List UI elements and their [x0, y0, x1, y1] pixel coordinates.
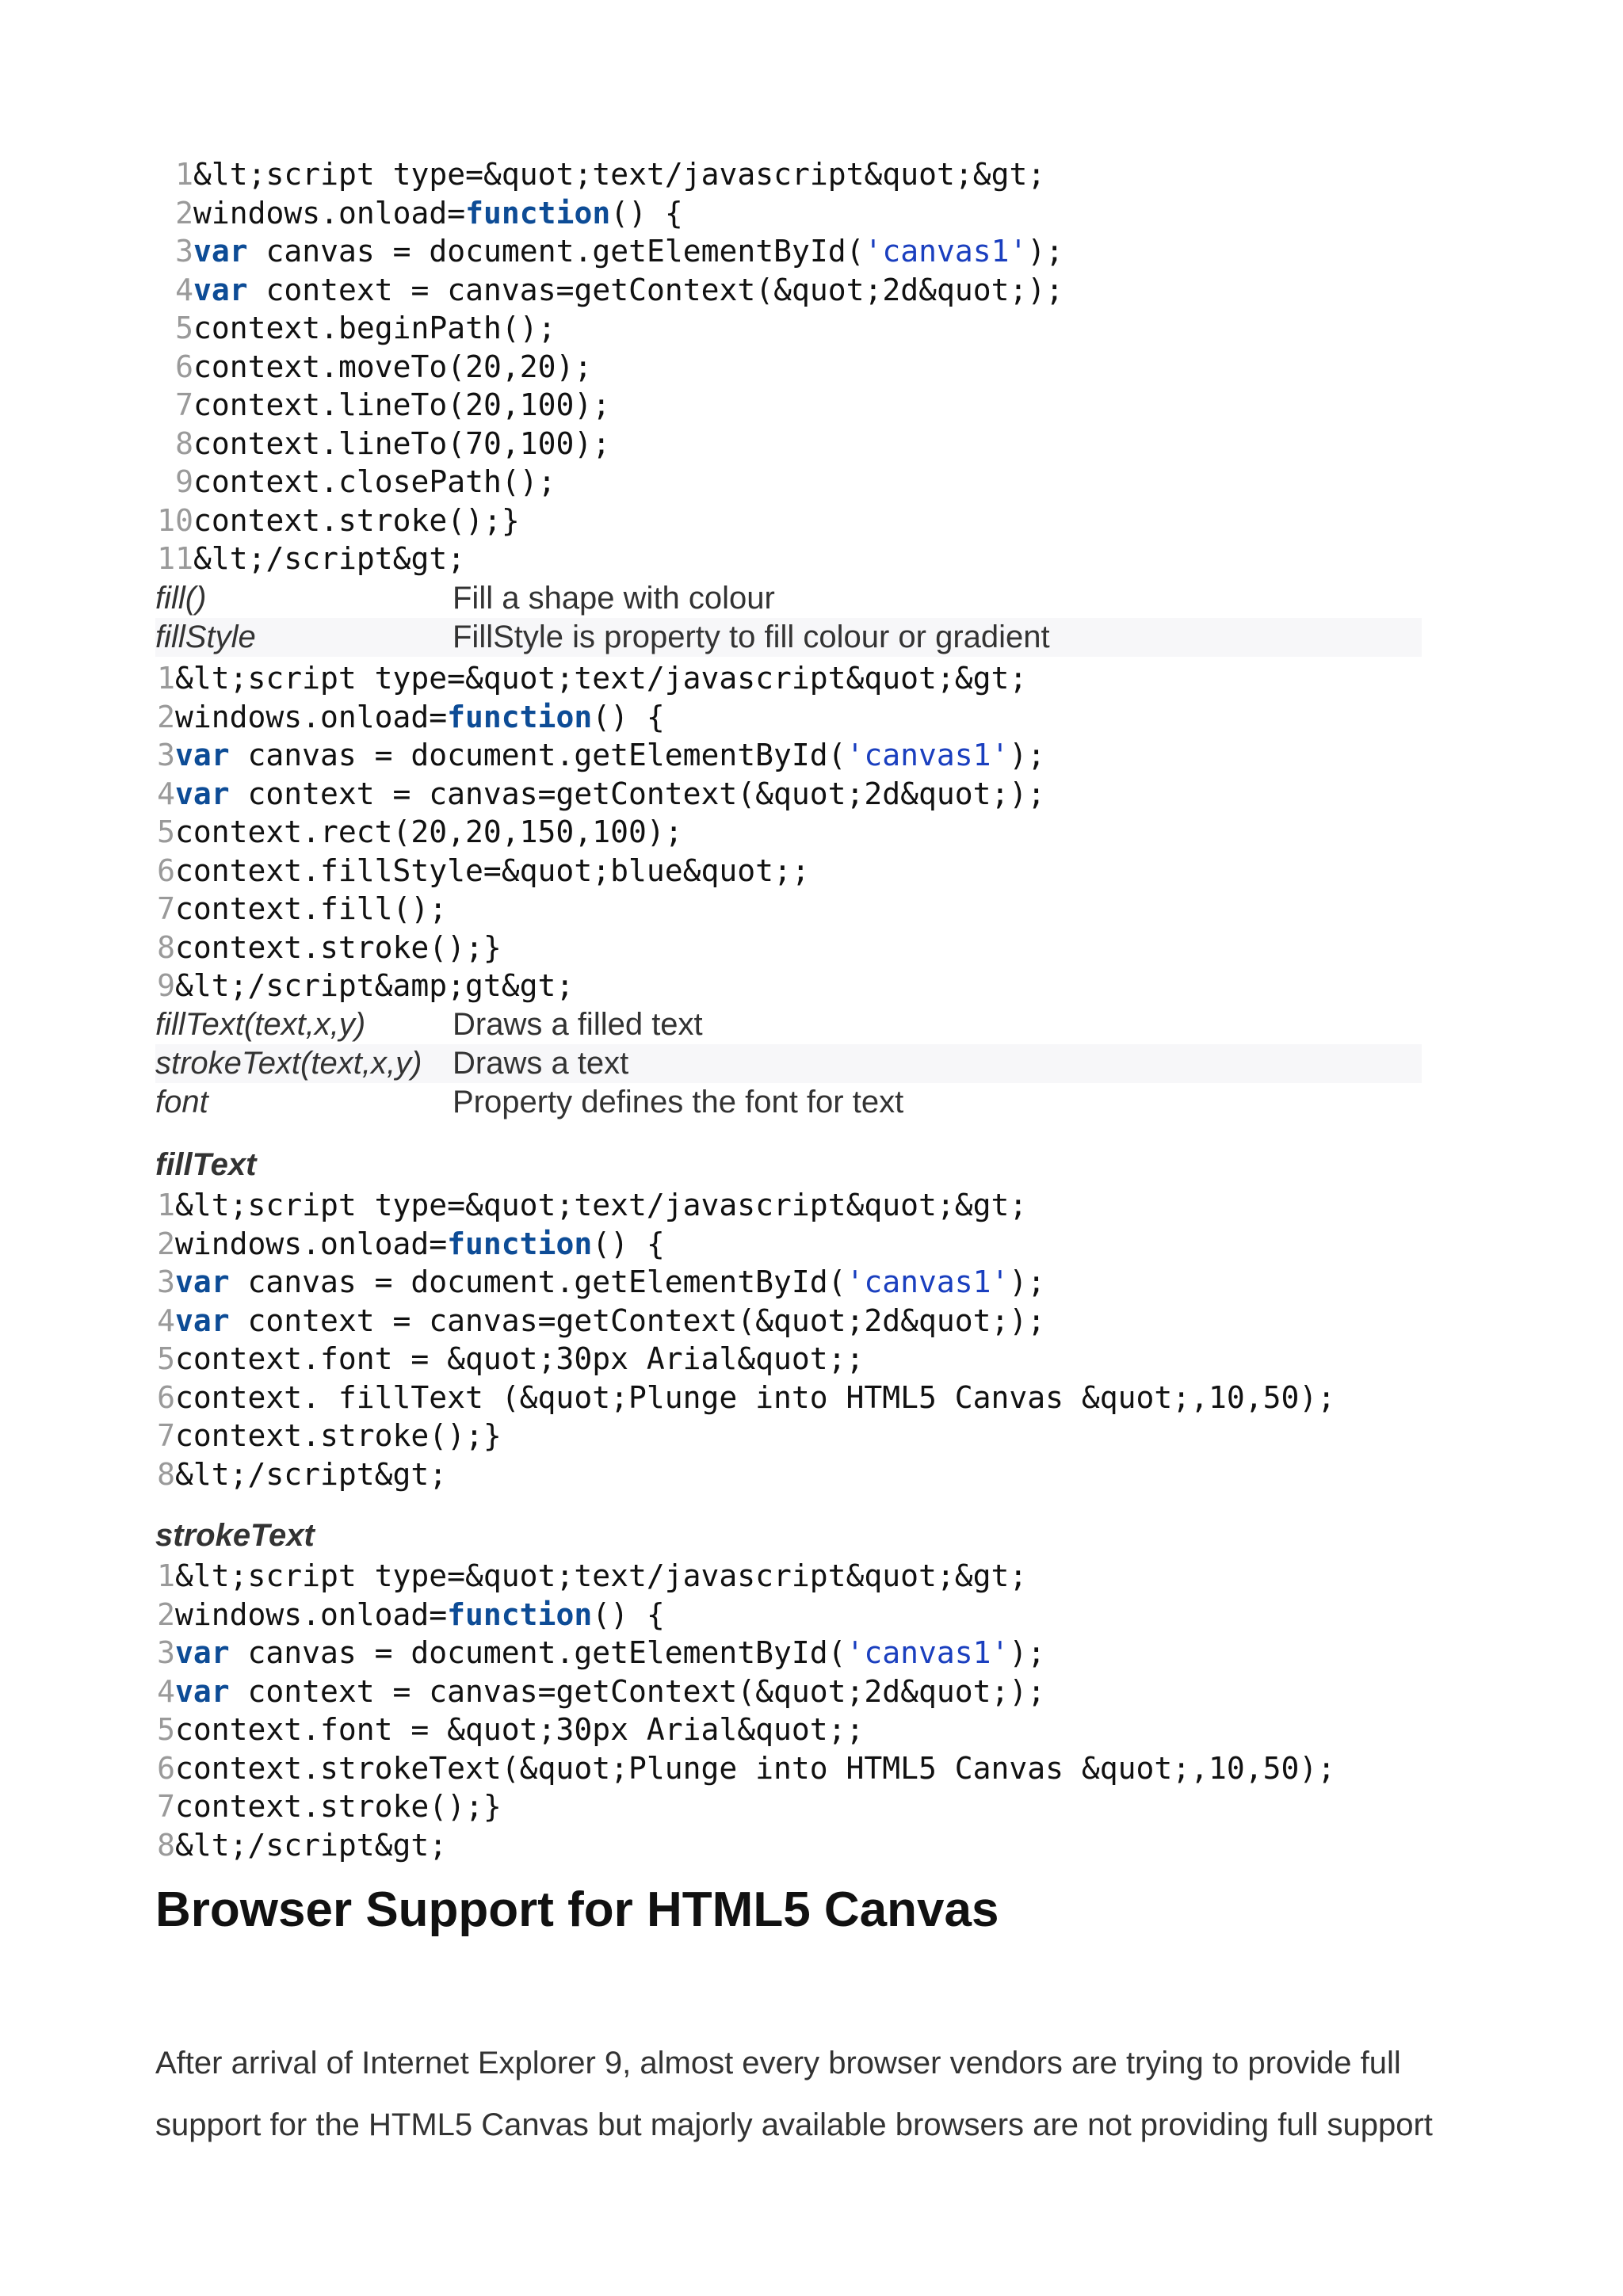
- line-number: 2: [175, 195, 193, 231]
- line-number: 7: [157, 1789, 175, 1824]
- line-number: 3: [175, 234, 193, 269]
- line-number: 4: [175, 272, 193, 307]
- line-number: 5: [157, 1341, 175, 1376]
- line-number: 1: [157, 661, 175, 696]
- code-text: context.closePath();: [193, 464, 556, 499]
- code-line: [155, 1417, 1335, 1455]
- body-paragraph: [155, 2032, 1503, 2156]
- code-text: context = canvas=getContext(&quot;2d&quot;);: [229, 776, 1046, 811]
- line-number: 6: [157, 1379, 175, 1415]
- code-line: [155, 813, 1045, 852]
- code-line: [155, 1302, 1335, 1341]
- code-text: &lt;/script&gt;: [193, 541, 466, 576]
- code-text: canvas = document.getElementById(: [229, 1264, 846, 1299]
- code-line: [155, 852, 1045, 891]
- code-text: context.moveTo(20,20);: [193, 349, 593, 384]
- code-line: [155, 659, 1045, 698]
- code-text: );: [1027, 234, 1064, 269]
- code-keyword: var: [175, 738, 230, 772]
- code-line: [155, 736, 1045, 775]
- definition-term: font: [155, 1085, 208, 1119]
- code-line: [155, 386, 1064, 425]
- subhead-filltext: fillText: [155, 1147, 257, 1182]
- line-number: 7: [157, 1418, 175, 1453]
- code-keyword: function: [447, 1596, 593, 1632]
- line-number: 8: [175, 425, 193, 461]
- line-number: 8: [157, 1827, 175, 1863]
- code-text: windows.onload=: [175, 699, 448, 734]
- code-line: [155, 1225, 1335, 1264]
- code-keyword: var: [175, 1264, 230, 1299]
- definition-description: Draws a text: [453, 1046, 629, 1081]
- code-text: context.font = &quot;30px Arial&quot;;: [175, 1341, 865, 1376]
- line-number: 2: [157, 699, 175, 734]
- line-number: 6: [157, 852, 175, 888]
- line-number: 2: [157, 1226, 175, 1261]
- paragraph-line: After arrival of Internet Explorer 9, almost every browser vendors are trying to provide full: [155, 2046, 1401, 2081]
- code-text: &lt;/script&gt;: [175, 1827, 448, 1863]
- code-text: canvas = document.getElementById(: [247, 234, 865, 269]
- code-text: windows.onload=: [193, 195, 466, 231]
- code-line: [155, 463, 1064, 502]
- code-text: context.stroke();}: [175, 1789, 502, 1824]
- line-number: 1: [175, 157, 193, 192]
- line-number: 9: [175, 464, 193, 499]
- line-number: 8: [157, 1456, 175, 1492]
- code-text: context.stroke();}: [175, 1418, 502, 1453]
- subhead-stroketext: strokeText: [155, 1518, 315, 1553]
- section-heading: Browser Support for HTML5 Canvas: [155, 1882, 999, 1937]
- code-string: 'canvas1': [864, 234, 1028, 269]
- definition-row: [155, 1005, 1422, 1044]
- line-number: 7: [157, 891, 175, 926]
- code-line: [155, 309, 1064, 348]
- definition-table-fill: [155, 579, 1422, 657]
- line-number: 2: [157, 1596, 175, 1632]
- code-text: &lt;/script&amp;gt&gt;: [175, 968, 575, 1003]
- line-number: 6: [175, 349, 193, 384]
- line-number: 1: [157, 1558, 175, 1593]
- code-text: context.stroke();}: [193, 502, 520, 538]
- code-text: );: [1009, 1635, 1046, 1670]
- code-text: () {: [592, 699, 665, 734]
- line-number: 4: [157, 776, 175, 811]
- code-text: context = canvas=getContext(&quot;2d&quot;);: [229, 1302, 1046, 1338]
- line-number: 10: [157, 502, 193, 538]
- code-text: context.strokeText(&quot;Plunge into HTML5 Canvas &quot;,10,50);: [175, 1750, 1336, 1786]
- code-line: [155, 502, 1064, 540]
- definition-description: FillStyle is property to fill colour or gradient: [453, 620, 1050, 654]
- line-number: 4: [157, 1673, 175, 1709]
- code-text: context.stroke();}: [175, 929, 502, 965]
- code-string: 'canvas1': [846, 1264, 1010, 1299]
- code-line: [155, 271, 1064, 310]
- code-line: [155, 1749, 1335, 1788]
- code-text: &lt;script type=&quot;text/javascript&quot;&gt;: [193, 157, 1046, 192]
- code-line: [155, 1634, 1335, 1672]
- code-line: [155, 155, 1064, 194]
- definition-description: Fill a shape with colour: [453, 581, 775, 616]
- code-keyword: var: [175, 1635, 230, 1670]
- code-line: [155, 1340, 1335, 1379]
- code-line: [155, 1186, 1335, 1225]
- code-text: context = canvas=getContext(&quot;2d&quot;);: [247, 272, 1064, 307]
- code-text: () {: [592, 1596, 665, 1632]
- line-number: 6: [157, 1750, 175, 1786]
- code-keyword: var: [193, 234, 248, 269]
- code-block-filltext-example: [155, 1186, 1335, 1493]
- code-block-fill-example: [155, 659, 1045, 1005]
- code-line: [155, 1263, 1335, 1302]
- code-block-stroketext-example: [155, 1557, 1335, 1864]
- code-text: );: [1009, 1264, 1046, 1299]
- code-line: [155, 698, 1045, 737]
- paragraph-line: support for the HTML5 Canvas but majorly available browsers are not providing full support: [155, 2107, 1433, 2142]
- code-text: &lt;script type=&quot;text/javascript&quot;&gt;: [175, 1558, 1028, 1593]
- definition-row: [155, 618, 1422, 657]
- code-line: [155, 232, 1064, 271]
- code-line: [155, 967, 1045, 1005]
- code-keyword: var: [175, 1302, 230, 1338]
- definition-row: [155, 1083, 1422, 1122]
- line-number: 4: [157, 1302, 175, 1338]
- code-text: &lt;script type=&quot;text/javascript&quot;&gt;: [175, 1188, 1028, 1222]
- code-text: canvas = document.getElementById(: [229, 1635, 846, 1670]
- definition-term: fill(): [155, 581, 207, 616]
- code-line: [155, 1455, 1335, 1494]
- code-text: &lt;/script&gt;: [175, 1456, 448, 1492]
- code-line: [155, 1557, 1335, 1596]
- code-string: 'canvas1': [846, 738, 1010, 772]
- code-block-path-example: [155, 155, 1064, 578]
- code-line: [155, 1672, 1335, 1711]
- code-text: windows.onload=: [175, 1596, 448, 1632]
- code-line: [155, 194, 1064, 233]
- code-keyword: var: [175, 1673, 230, 1709]
- code-text: () {: [592, 1226, 665, 1261]
- code-line: [155, 890, 1045, 929]
- line-number: 3: [157, 1264, 175, 1299]
- line-number: 7: [175, 387, 193, 422]
- code-text: &lt;script type=&quot;text/javascript&quot;&gt;: [175, 661, 1028, 696]
- code-text: context.fill();: [175, 891, 448, 926]
- code-keyword: function: [447, 1226, 593, 1261]
- code-text: context.font = &quot;30px Arial&quot;;: [175, 1712, 865, 1747]
- line-number: 5: [157, 1712, 175, 1747]
- line-number: 11: [157, 541, 193, 576]
- code-keyword: function: [447, 699, 593, 734]
- code-line: [155, 775, 1045, 814]
- definition-table-text: [155, 1005, 1422, 1122]
- line-number: 5: [157, 814, 175, 849]
- line-number: 3: [157, 738, 175, 772]
- definition-term: fillStyle: [155, 620, 256, 654]
- code-keyword: function: [465, 195, 611, 231]
- code-text: windows.onload=: [175, 1226, 448, 1261]
- code-text: canvas = document.getElementById(: [229, 738, 846, 772]
- code-line: [155, 929, 1045, 967]
- code-line: [155, 1787, 1335, 1826]
- code-line: [155, 1379, 1335, 1417]
- code-line: [155, 540, 1064, 578]
- code-text: );: [1009, 738, 1046, 772]
- definition-term: fillText(text,x,y): [155, 1007, 366, 1042]
- code-text: context. fillText (&quot;Plunge into HTML5 Canvas &quot;,10,50);: [175, 1379, 1336, 1415]
- definition-description: Property defines the font for text: [453, 1085, 904, 1119]
- code-text: context = canvas=getContext(&quot;2d&quot;);: [229, 1673, 1046, 1709]
- code-text: context.rect(20,20,150,100);: [175, 814, 683, 849]
- code-line: [155, 1596, 1335, 1634]
- definition-term: strokeText(text,x,y): [155, 1046, 422, 1081]
- code-text: context.fillStyle=&quot;blue&quot;;: [175, 852, 810, 888]
- code-text: context.lineTo(70,100);: [193, 425, 611, 461]
- definition-description: Draws a filled text: [453, 1007, 703, 1042]
- code-line: [155, 425, 1064, 463]
- line-number: 8: [157, 929, 175, 965]
- line-number: 5: [175, 311, 193, 345]
- code-keyword: var: [193, 272, 248, 307]
- code-line: [155, 348, 1064, 387]
- code-string: 'canvas1': [846, 1635, 1010, 1670]
- line-number: 1: [157, 1188, 175, 1222]
- line-number: 9: [157, 968, 175, 1003]
- definition-row: [155, 1044, 1422, 1083]
- definition-row: [155, 579, 1422, 618]
- code-line: [155, 1711, 1335, 1749]
- code-text: context.lineTo(20,100);: [193, 387, 611, 422]
- code-text: context.beginPath();: [193, 311, 556, 345]
- line-number: 3: [157, 1635, 175, 1670]
- code-line: [155, 1826, 1335, 1865]
- code-keyword: var: [175, 776, 230, 811]
- code-text: () {: [610, 195, 683, 231]
